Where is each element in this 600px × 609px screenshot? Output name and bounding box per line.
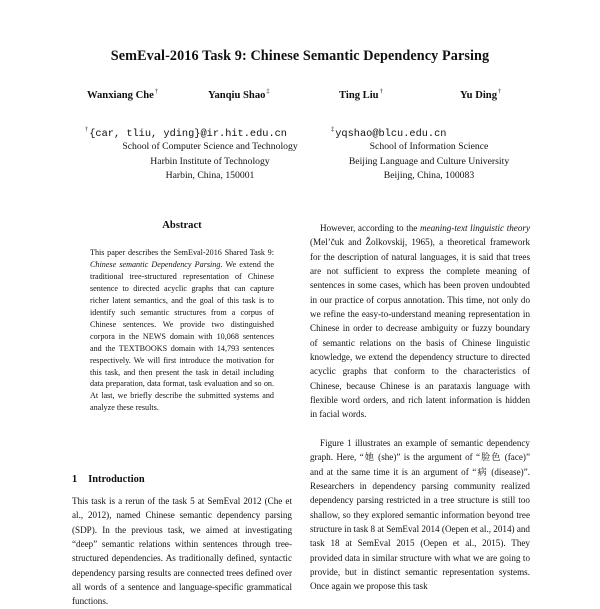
author-name: Ting Liu [339,90,379,101]
affiliation-line: Beijing, China, 100083 [383,170,475,182]
author-che [87,88,158,101]
paper-title: SemEval-2016 Task 9: Chinese Semantic Dependency Parsing [110,48,490,64]
paragraph-text-pre: However, according to the [320,223,420,233]
affiliation-line: Harbin Institute of Technology [150,155,270,167]
affiliation-line: Beijing Language and Culture University [348,155,510,167]
paragraph-text-italic: meaning-text linguistic theory [419,223,530,233]
paragraph-text-post: (Mel’čuk and Žolkovskij, 1965), a theoretical framework for the description of natural languages, it is said that trees are not sufficient to express the complete meaning of sentences in some cases, which has been proven undoubted in our practice of corpus annotation. This time, not only do we refine the easy-to-understand meaning representation in Chinese in order to decrease ambiguity or fuzzy boundary of semantic relations on the basis of Chinese linguistic knowledge, we extend the dependency structure to directed acyclic graphs that conform to the characteristics of Chinese, because Chinese is an parataxis language with flexible word orders, and rich latent information is hidden in facial words. [310,237,530,420]
paragraph: This task is a rerun of the task 5 at SemEval 2012 (Che et al., 2012), named Chinese semantic dependency parsing (SDP). In the previous task, we aimed at investigating “deep” semantic relations within sentences through tree-structured dependencies. As traditionally defined, syntactic dependency parsing results are connected trees defined over all words of a sentence and language-specific grammatical functions. [72,496,292,607]
abstract-text-italic: Chinese semantic Dependency Parsing [90,259,221,269]
section-number: 1 [72,474,78,485]
abstract-heading: Abstract [162,220,202,231]
email-text: yqshao@blcu.edu.cn [335,128,447,140]
section-title: Introduction [88,474,145,485]
abstract-body [90,247,274,414]
author-mark: † [379,88,383,95]
email-text: {car, tliu, yding}@ir.hit.edu.cn [89,128,287,140]
abstract-text-pre: This paper describes the SemEval-2016 Shared Task 9: [90,248,274,257]
author-liu [339,88,383,101]
affiliation-line: Harbin, China, 150001 [165,170,255,182]
email-hit [85,126,287,140]
affiliation-line: School of Computer Science and Technology [122,141,298,152]
email-blcu [331,126,446,140]
affiliation-line: School of Information Science [369,141,489,152]
author-name: Wanxiang Che [87,90,154,101]
author-mark: † [498,88,502,95]
abstract-text-post: . We extend the traditional tree-structured representation of Chinese sentence to directed acyclic graphs that can capture richer latent semantics, and the goal of this task is to identify such semantic structures from a corpus of Chinese sentences. We provide two distinguished corpora in the NEWS domain with 10,068 sentences and the TEXTBOOKS domain with 14,793 sentences respectively. We will first introduce the motivation for this task, and then present the task in detail including data preparation, data format, task evaluation and so on. At last, we briefly describe the submitted systems and analyze these results. [90,259,274,413]
introduction-body [72,494,292,609]
paragraph: Figure 1 illustrates an example of semantic dependency graph. Here, “她 (she)” is the argument of “脸色 (face)” and at the same time it is an argument of “病 (disease)”. Researchers in dependency parsing community realized dependency parsing restricted in a tree structure is still too shallow, so they explored semantic information beyond tree structure in task 8 at SemEval 2014 (Oepen et al., 2014) and task 18 at SemEval 2015 (Oepen et al., 2015). They provided data in similar structure with what we are going to provide, but in distinct semantic representation systems. Once again we propose this task [310,437,530,592]
author-shao [208,88,270,101]
author-name: Yanqiu Shao [208,90,266,101]
affiliation-mark: ‡ [331,126,335,133]
right-column [310,221,530,594]
affiliation-mark: † [85,126,89,133]
section-heading-introduction [72,474,145,485]
author-ding [460,88,501,101]
author-mark: ‡ [266,88,270,95]
author-name: Yu Ding [460,90,497,101]
paragraph [310,221,530,422]
affiliation-blcu [294,140,564,184]
author-mark: † [154,88,159,95]
